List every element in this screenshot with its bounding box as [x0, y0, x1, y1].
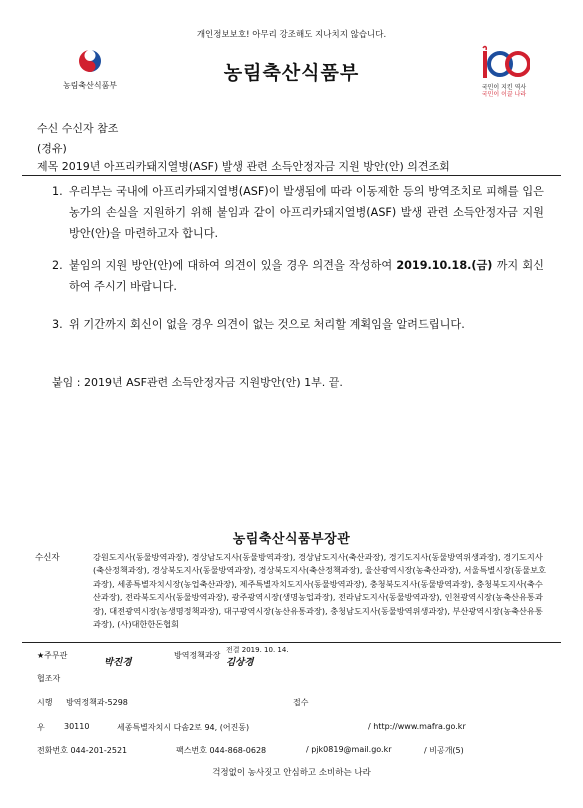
- item-text: 우리부는 국내에 아프리카돼지열병(ASF)이 발생됨에 따라 이동제한 등의 방역조치로 피해를 입은 농가의 손실을 지원하기 위해 붙임과 같이 아프리카돼지열병(ASF) 발생 관련 소득안정자금 지원방안(안)을 마련하고자 합니다.: [69, 185, 544, 240]
- item-text: [69, 255, 544, 297]
- cooperator-label: 협조자: [37, 674, 61, 683]
- footer-divider: [22, 642, 561, 643]
- ministry-title: 농림축산식품부: [223, 62, 360, 84]
- body-item-1: [52, 181, 544, 244]
- enforce-number: 방역정책과-5298: [66, 698, 128, 707]
- approver-signature: 김상경: [226, 657, 254, 668]
- item-text: 위 기간까지 회신이 없을 경우 의견이 없는 것으로 처리할 계획임을 알려드립니다.: [69, 318, 465, 331]
- drafter-label: ★주무관: [37, 651, 68, 660]
- anniversary-100-icon: [478, 44, 530, 80]
- phone-number: 전화번호 044-201-2521: [37, 746, 128, 755]
- postal-code: 30110: [64, 722, 90, 731]
- item-text-before: 붙임의 지원 방안(안)에 대하여 의견이 있을 경우 의견을 작성하여: [69, 259, 397, 272]
- approval-type: 전결: [226, 646, 240, 654]
- logo-right-line1: 국민이 지킨 역사: [481, 84, 527, 91]
- approval-date: 2019. 10. 14.: [241, 646, 289, 654]
- fax-number: 팩스번호 044-868-0628: [176, 746, 267, 755]
- item-number: 3.: [52, 318, 63, 331]
- disclosure-status: / 비공개(5): [424, 746, 464, 755]
- subject-divider: [22, 175, 561, 176]
- logo-right-line2: 국민이 이끌 나라: [481, 91, 527, 98]
- issuer-title: 농림축산식품부장관: [232, 532, 351, 547]
- item-text-after: 까지 회신하여 주시기 바랍니다.: [69, 259, 544, 293]
- postal-label: 우: [37, 723, 45, 732]
- recipients-list: 강원도지사(동물방역과장), 경상남도지사(동물방역과장), 경상남도지사(축산과장), 경기도지사(동물방역위생과장), 경기도지사(축산정책과장), 경상북도지사(동물방역과장), 경상북도지사(축산정책과장), 울산광역시장(농축산과장), 서울특별시장(동물보호과장), 세종특별자치시장(농업축산과장), 제주특별자치도지사(동물방역과장), 충청북도지사(동물방역과장), 충청북도지사(축수산과장), 전라북도지사(동물방역과장), 광주광역시장(생명농업과장), 전라남도지사(동물방역과장), 인천광역시장(농축산유통과장), 대전광역시장(농생명정책과장), 대구광역시장(농산유통과장), 충청남도지사(동물방역위생과장), 부산광역시장(농축산유통과장), (사)대한한돈협회: [93, 552, 546, 630]
- enforce-label: 시행: [37, 698, 53, 707]
- item-number: 1.: [52, 185, 63, 198]
- ministry-slogan: 걱정없이 농사짓고 안심하고 소비하는 나라: [212, 768, 371, 778]
- email-link[interactable]: / pjk0819@mail.go.kr: [306, 745, 392, 754]
- subject-line: 제목 2019년 아프리카돼지열병(ASF) 발생 관련 소득안정자금 지원 방안(안) 의견조회: [37, 160, 450, 173]
- deadline-date: 2019.10.18.(금): [396, 259, 493, 272]
- website-link[interactable]: / http://www.mafra.go.kr: [368, 722, 466, 731]
- approver-label: 방역정책과장: [174, 651, 221, 660]
- receive-label: 접수: [293, 698, 309, 707]
- body-item-2: [52, 255, 544, 297]
- drafter-signature: 박진경: [104, 657, 132, 668]
- via-line: (경유): [37, 142, 67, 155]
- attachment-line: 붙임 : 2019년 ASF관련 소득안정자금 지원방안(안) 1부. 끝.: [52, 376, 343, 389]
- recipients-label: 수신자: [35, 553, 60, 563]
- body-item-3: [52, 314, 544, 335]
- logo-left-text: 농림축산식품부: [62, 81, 118, 90]
- item-number: 2.: [52, 259, 63, 272]
- address: 세종특별자치시 다솜2로 94, (어진동): [117, 723, 250, 732]
- privacy-notice: 개인정보보호! 아무리 강조해도 지나치지 않습니다.: [196, 30, 387, 40]
- anniversary-logo: [474, 44, 534, 98]
- recipient-line: 수신 수신자 참조: [37, 122, 119, 135]
